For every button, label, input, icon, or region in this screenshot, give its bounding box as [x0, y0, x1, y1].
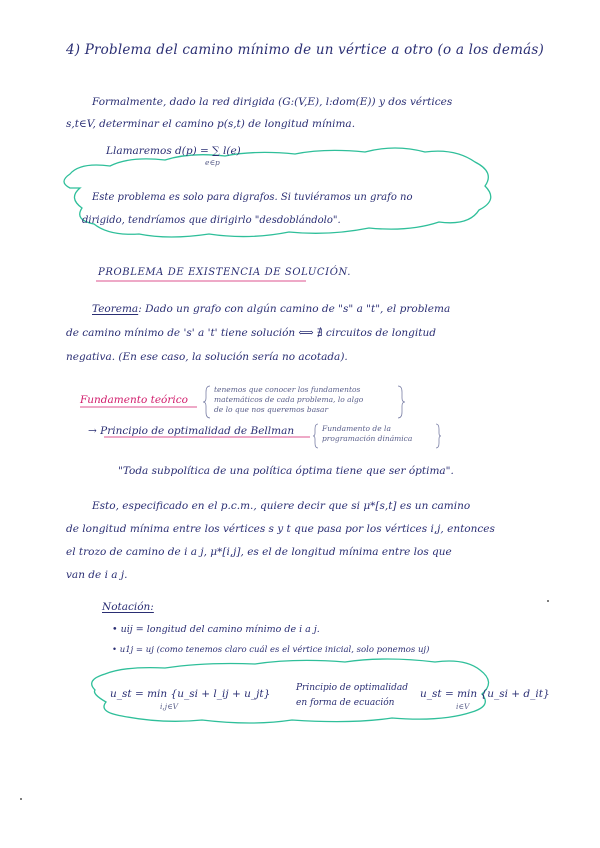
- cloud2-formula-left-subscript: i,j∈V: [160, 702, 179, 711]
- page-title: 4) Problema del camino mínimo de un vértice a otro (o a los demás): [66, 42, 544, 58]
- esto-line-3: el trozo de camino de i a j, μ*[i,j], es el de longitud mínima entre los que: [66, 546, 452, 558]
- principio-label: Principio de optimalidad de Bellman: [100, 425, 295, 437]
- notacion-item-1: • uij = longitud del camino mínimo de i a j.: [112, 624, 320, 635]
- principio-line: [88, 425, 294, 437]
- principio-note-2: programación dinámica: [322, 434, 413, 443]
- principio-note-1: Fundamento de la: [322, 424, 391, 433]
- brace-principio-right: [436, 424, 441, 448]
- notacion-label: Notación:: [102, 601, 154, 613]
- cloud1-line-1: Este problema es solo para digrafos. Si tuviéramos un grafo no: [92, 192, 413, 203]
- cloud2-formula-right-subscript: i∈V: [456, 702, 470, 711]
- fundamento-note-2: matemáticos de cada problema, lo algo: [214, 395, 364, 404]
- section-heading: PROBLEMA DE EXISTENCIA DE SOLUCIÓN.: [98, 267, 351, 278]
- stray-dot: [547, 600, 549, 602]
- cloud2-middle-2: en forma de ecuación: [296, 698, 395, 708]
- esto-line-4: van de i a j.: [66, 569, 128, 581]
- cloud2-middle-1: Principio de optimalidad: [296, 683, 409, 693]
- cloud2-formula-left: u_st = min {u_si + l_ij + u_jt}: [110, 688, 271, 700]
- cloud1-line-2: dirigido, tendríamos que dirigirlo "desdoblándolo".: [82, 215, 341, 226]
- brace-fundamento: [203, 386, 210, 418]
- intro-sum-subscript: e∈p: [205, 158, 220, 167]
- intro-line-3: Llamaremos d(p) = ∑ l(e): [106, 145, 241, 157]
- stray-dot: [20, 798, 22, 800]
- theorem-line-1: [92, 303, 450, 315]
- theorem-line-2: de camino mínimo de 's' a 't' tiene solución ⟺ ∄ circuitos de longitud: [66, 327, 436, 339]
- fundamento-label: Fundamento teórico: [80, 394, 188, 406]
- theorem-line-1-rest: : Dado un grafo con algún camino de "s" a "t", el problema: [138, 303, 451, 315]
- brace-principio: [313, 424, 318, 448]
- intro-line-2: s,t∈V, determinar el camino p(s,t) de longitud mínima.: [66, 118, 356, 130]
- notacion-item-2: • u1j = uj (como tenemos claro cuál es el vértice inicial, solo ponemos uj): [112, 645, 430, 655]
- esto-line-1: Esto, especificado en el p.c.m., quiere decir que si μ*[s,t] es un camino: [92, 500, 471, 512]
- arrow-icon: →: [88, 425, 97, 437]
- esto-line-2: de longitud mínima entre los vértices s y t que pasa por los vértices i,j, entonces: [66, 523, 495, 535]
- cloud2-formula-right: u_st = min {u_si + d_it}: [420, 688, 550, 700]
- brace-fundamento-right: [398, 386, 405, 418]
- bellman-quote: "Toda subpolítica de una política óptima tiene que ser óptima".: [118, 465, 454, 477]
- fundamento-note-1: tenemos que conocer los fundamentos: [214, 385, 361, 394]
- theorem-line-3: negativa. (En ese caso, la solución sería no acotada).: [66, 351, 348, 363]
- theorem-label: Teorema: [92, 303, 139, 315]
- fundamento-note-3: de lo que nos queremos basar: [214, 405, 329, 414]
- intro-line-1: Formalmente, dado la red dirigida (G:(V,E), l:dom(E)) y dos vértices: [92, 96, 453, 108]
